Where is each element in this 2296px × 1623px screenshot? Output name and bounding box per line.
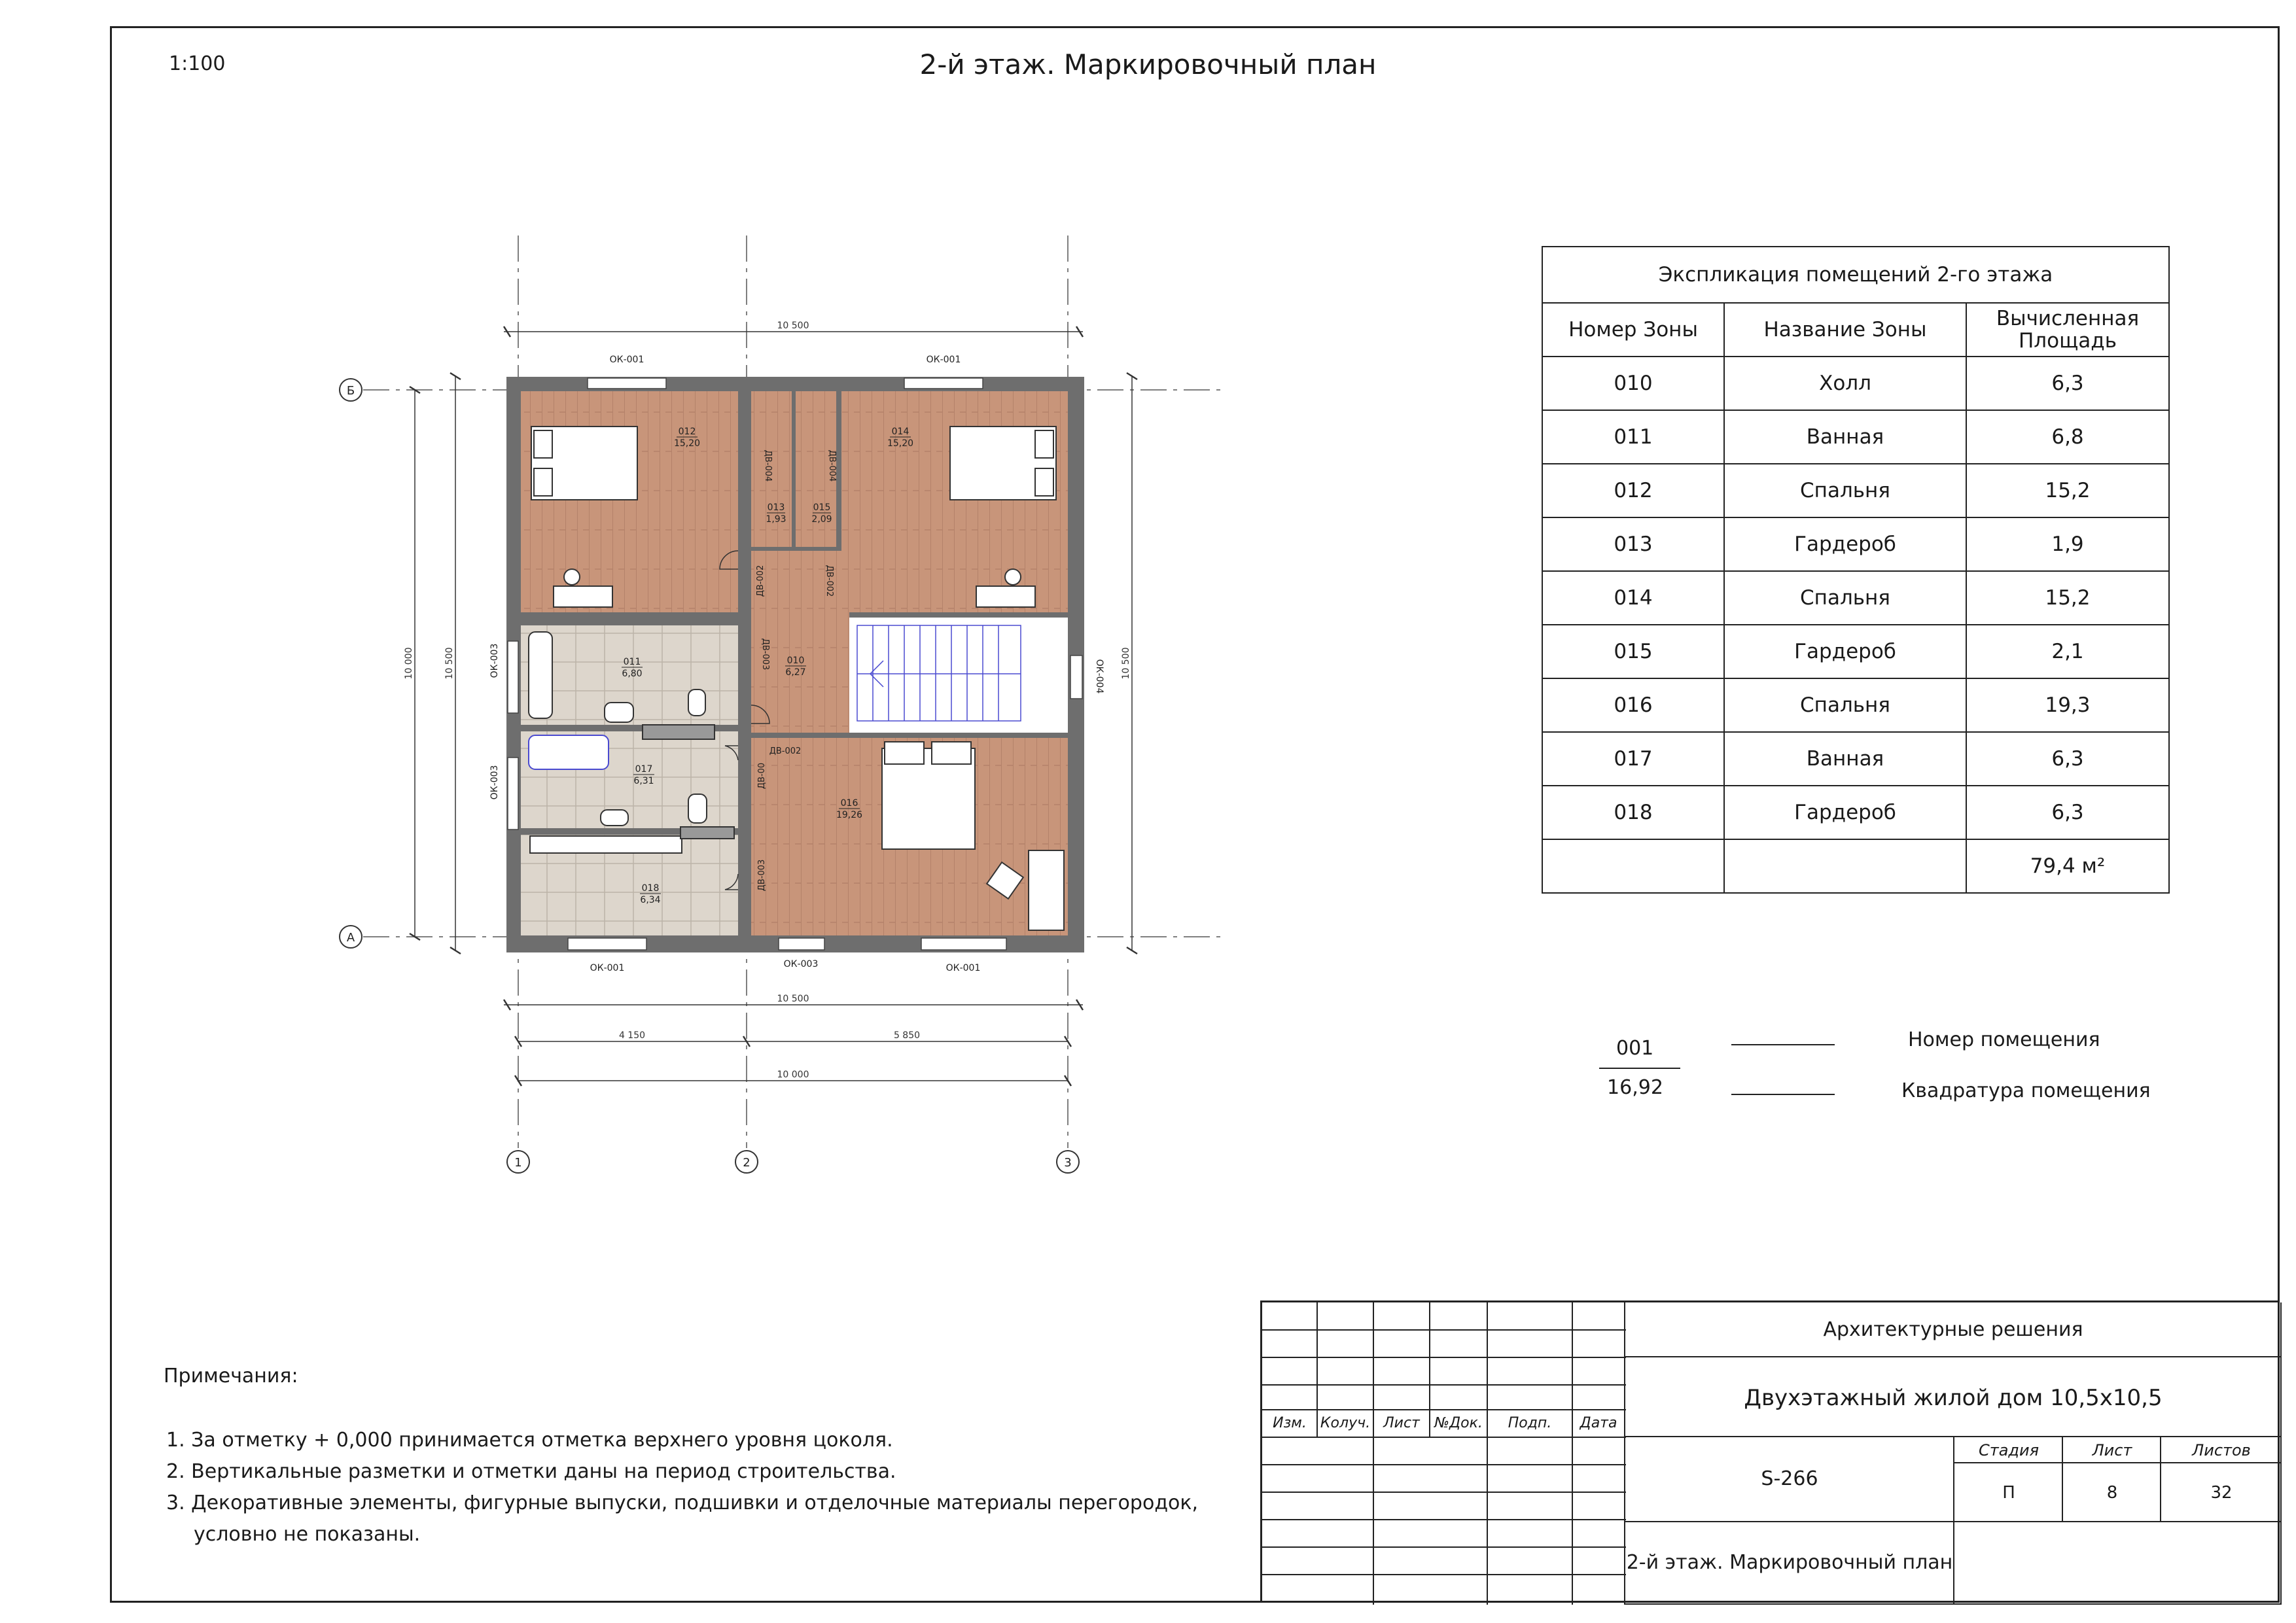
table-row: 018 Гардероб 6,3 — [1542, 786, 2169, 839]
legend-fraction-line — [1599, 1068, 1680, 1069]
legend-leader-number — [1731, 1044, 1835, 1045]
win-mark-bottom-left: ОК-001 — [590, 963, 625, 973]
total-area: 79,4 м² — [1966, 839, 2169, 893]
dim-left-inner: 10 000 — [404, 647, 414, 680]
svg-text:15,20: 15,20 — [887, 438, 914, 449]
svg-text:016: 016 — [840, 798, 858, 809]
dim-seg-2-3: 5 850 — [893, 1030, 921, 1041]
table-row: 015 Гардероб 2,1 — [1542, 625, 2169, 678]
table-row: 011 Ванная 6,8 — [1542, 410, 2169, 464]
stamp-col-koluch: Колуч. — [1320, 1415, 1371, 1431]
notes-title: Примечания: — [164, 1365, 298, 1387]
stamp-col-podp: Подп. — [1508, 1415, 1552, 1431]
svg-text:6,34: 6,34 — [640, 895, 661, 905]
win-mark-top-left: ОК-001 — [609, 355, 645, 365]
door-mark-003a: ДВ-003 — [760, 638, 770, 671]
legend-room-area: 16,92 — [1607, 1076, 1663, 1099]
door-mark-002b: ДВ-002 — [824, 565, 834, 597]
axis-label-2: 2 — [743, 1156, 751, 1170]
stamp-drawing-name: 2-й этаж. Маркировочный план — [1626, 1551, 1953, 1574]
door-mark-00x: ДВ-00 — [757, 762, 767, 790]
axis-label-3: 3 — [1064, 1156, 1072, 1170]
win-mark-right: ОК-004 — [1094, 659, 1104, 694]
stamp-code: S-266 — [1761, 1467, 1818, 1490]
room-014 — [841, 391, 1068, 612]
stamp-sheets-label: Листов — [2192, 1441, 2251, 1459]
axis-label-1: 1 — [514, 1156, 522, 1170]
win-mark-top-right: ОК-001 — [926, 355, 961, 365]
revision-grid — [1262, 1302, 1626, 1605]
table-row: 013 Гардероб 1,9 — [1542, 517, 2169, 571]
room-012 — [521, 391, 738, 612]
stamp-section: Архитектурные решения — [1823, 1318, 2083, 1341]
door-mark-004b: ДВ-004 — [827, 449, 837, 482]
win-mark-bottom-right: ОК-001 — [945, 963, 981, 973]
scale-label: 1:100 — [169, 52, 226, 75]
svg-text:015: 015 — [813, 502, 831, 513]
explication-caption: Экспликация помещений 2-го этажа — [1542, 247, 2169, 303]
note-item: 1. За отметку + 0,000 принимается отметка верхнего уровня цоколя. — [166, 1429, 893, 1452]
stamp-sheets: 32 — [2210, 1483, 2233, 1503]
svg-text:6,31: 6,31 — [633, 776, 654, 786]
svg-text:018: 018 — [641, 883, 660, 894]
table-row: 014 Спальня 15,2 — [1542, 571, 2169, 625]
table-row: 012 Спальня 15,2 — [1542, 464, 2169, 517]
svg-text:014: 014 — [891, 427, 910, 437]
stamp-col-izm: Изм. — [1273, 1415, 1307, 1431]
note-item: 3. Декоративные элементы, фигурные выпуски, подшивки и отделочные материалы перегородок, — [166, 1492, 1199, 1514]
win-mark-left-lower: ОК-003 — [489, 765, 500, 800]
table-row: 017 Ванная 6,3 — [1542, 732, 2169, 786]
stamp-stage: П — [2002, 1483, 2015, 1503]
table-row: 010 Холл 6,3 — [1542, 357, 2169, 410]
dim-bottom: 10 500 — [777, 994, 809, 1004]
floor-plan — [314, 229, 1256, 1191]
legend-number-label: Номер помещения — [1908, 1028, 2100, 1051]
door-mark-004a: ДВ-004 — [763, 449, 773, 482]
stamp-project: Двухэтажный жилой дом 10,5х10,5 — [1744, 1385, 2163, 1411]
svg-text:2,09: 2,09 — [811, 514, 832, 525]
svg-text:6,80: 6,80 — [622, 669, 643, 679]
svg-text:012: 012 — [678, 427, 696, 437]
legend-area-label: Квадратура помещения — [1901, 1079, 2151, 1102]
stamp-stage-label: Стадия — [1978, 1441, 2040, 1459]
svg-text:011: 011 — [623, 657, 641, 667]
col-header-number: Номер Зоны — [1542, 303, 1724, 357]
door-mark-003b: ДВ-003 — [757, 859, 767, 892]
col-header-name: Название Зоны — [1724, 303, 1966, 357]
note-item: условно не показаны. — [194, 1523, 421, 1546]
svg-text:013: 013 — [767, 502, 785, 513]
win-mark-left-upper: ОК-003 — [489, 643, 500, 678]
stamp-sheet: 8 — [2106, 1483, 2118, 1503]
dim-seg-1-2: 4 150 — [618, 1030, 646, 1041]
dim-right-outer: 10 500 — [1121, 647, 1131, 680]
col-header-area: Вычисленная Площадь — [1966, 303, 2169, 357]
legend-room-number: 001 — [1616, 1037, 1654, 1060]
axis-label-a: А — [346, 931, 355, 945]
stair-core — [849, 618, 1068, 733]
svg-text:15,20: 15,20 — [673, 438, 701, 449]
svg-text:017: 017 — [635, 764, 653, 775]
svg-text:1,93: 1,93 — [766, 514, 786, 525]
stamp-col-ndok: №Док. — [1434, 1415, 1483, 1431]
stamp-col-list: Лист — [1383, 1415, 1420, 1431]
sheet-title: 2-й этаж. Маркировочный план — [919, 48, 1377, 80]
dim-left-outer: 10 500 — [444, 647, 455, 680]
table-row: 016 Спальня 19,3 — [1542, 678, 2169, 732]
door-mark-002a: ДВ-002 — [756, 565, 766, 597]
door-mark-002c: ДВ-002 — [769, 746, 802, 756]
stamp-empty-cell — [1954, 1522, 2282, 1605]
svg-text:010: 010 — [786, 655, 805, 666]
note-item: 2. Вертикальные разметки и отметки даны на период строительства. — [166, 1460, 896, 1483]
explication-table — [1542, 246, 2170, 894]
svg-text:19,26: 19,26 — [836, 810, 863, 820]
stamp-sheet-label: Лист — [2092, 1441, 2132, 1459]
title-block — [1260, 1300, 2280, 1603]
svg-text:6,27: 6,27 — [785, 667, 806, 678]
dim-top: 10 500 — [777, 321, 809, 331]
legend-leader-area — [1731, 1094, 1835, 1095]
win-mark-bottom-mid: ОК-003 — [783, 959, 819, 969]
axis-label-b: Б — [346, 384, 355, 398]
dim-axes-total: 10 000 — [777, 1070, 809, 1080]
stamp-col-data: Дата — [1580, 1415, 1617, 1431]
table-total-row — [1542, 839, 2169, 893]
